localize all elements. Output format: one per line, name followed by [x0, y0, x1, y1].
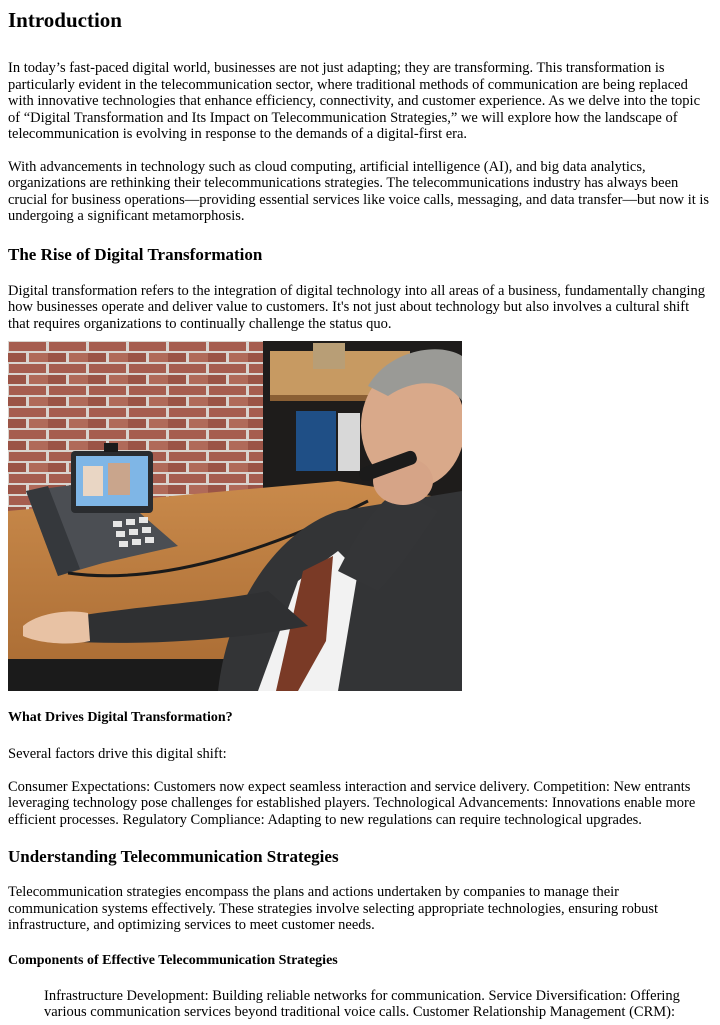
article [0, 8, 720, 1021]
rise-paragraph: Digital transformation refers to the integration of digital technology into all areas of a business, fundamentally changing how businesses operate and deliver value to customers. It's not just about technology but also involves a cultural shift that requires organizations to continually challenge the status quo. [8, 282, 706, 332]
understand-heading: Understanding Telecommunication Strategies [8, 847, 339, 866]
drives-paragraph-2: Consumer Expectations: Customers now expect seamless interaction and service delivery. Competition: New entrants leveraging technology pose challenges for established players. Technological Advancements: Innovations enable more efficient processes. Regulatory Compliance: Adapting to new regulations can require technological upgrades. [8, 778, 696, 828]
drives-paragraph-1: Several factors drive this digital shift: [8, 746, 227, 762]
rise-heading: The Rise of Digital Transformation [8, 244, 263, 264]
intro-paragraph-1: In today’s fast-paced digital world, businesses are not just adapting; they are transforming. This transformation is particularly evident in the telecommunication sector, where traditional methods of communication are being replaced with innovative technologies that enhance efficiency, connectivity, and customer experience. As we delve into the topic of “Digital Transformation and Its Impact on Telecommunication Strategies,” we will explore how the landscape of telecommunication is evolving in response to the demands of a digital-first era. [8, 60, 700, 142]
article-photo [8, 341, 462, 691]
businessman-on-phone-illustration [8, 341, 462, 691]
components-heading: Components of Effective Telecommunication Strategies [8, 952, 338, 968]
drives-heading: What Drives Digital Transformation? [8, 710, 233, 725]
understand-paragraph: Telecommunication strategies encompass the plans and actions undertaken by companies to manage their communication systems effectively. These strategies involve selecting appropriate technologies, ensuring robust infrastructure, and optimizing services to meet customer needs. [8, 884, 659, 933]
components-paragraph: Infrastructure Development: Building reliable networks for communication. Service Diversification: Offering various communication services beyond traditional voice calls. Customer Relationship Management (CRM): [44, 987, 680, 1020]
intro-heading: Introduction [8, 8, 122, 32]
intro-paragraph-2: With advancements in technology such as cloud computing, artificial intelligence (AI), and big data analytics, organizations are rethinking their telecommunications strategies. The telecommunications industry has always been crucial for business operations—providing essential services like voice calls, messaging, and data transfer—but now it is undergoing a significant metamorphosis. [8, 158, 710, 224]
